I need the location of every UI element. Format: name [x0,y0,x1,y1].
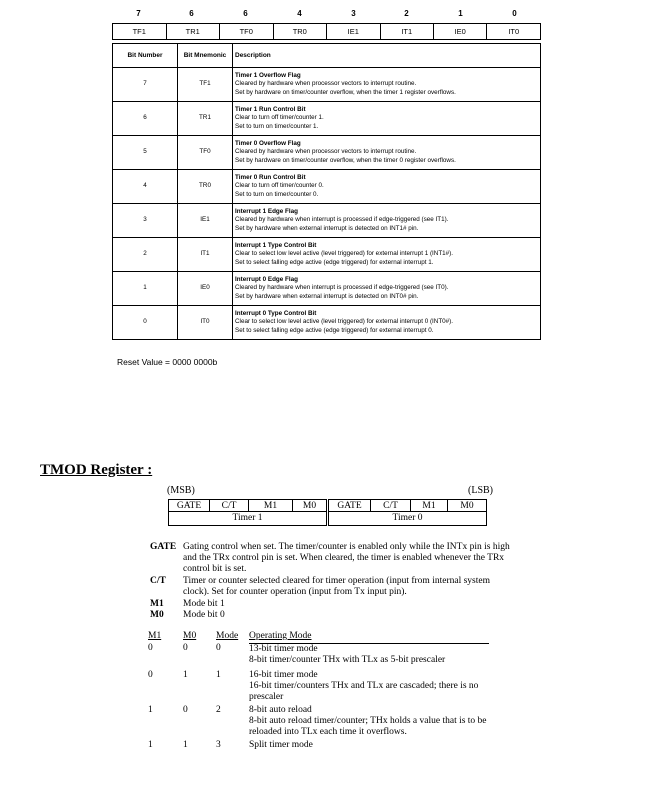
bit-cell: GATE [328,499,371,512]
definition-text: Timer or counter selected cleared for timer operation (input from internal system clock). Set for counter operation (input from Tx input pin). [183,576,490,597]
tmod-timer0-bits [328,499,487,512]
lsb-label: (LSB) [468,485,493,496]
table-row [113,68,541,102]
bit-number: 6 [189,9,194,18]
row-line: Cleared by hardware when interrupt is processed if edge-triggered (see IT0). [235,284,449,292]
row-line: Cleared by hardware when processor vectors to interrupt routine. [235,148,417,156]
row-mnemonic: IE0 [178,272,233,306]
row-title: Interrupt 0 Type Control Bit [235,309,317,317]
mode-number: 1 [216,669,221,680]
row-description [233,102,541,136]
definition-text: Mode bit 0 [183,610,225,620]
bit-number: 0 [512,9,517,18]
tcon-description-table [112,43,541,340]
tcon-bit-table [112,23,541,40]
mode-line: Split timer mode [249,739,313,750]
bit-name: TF1 [113,24,167,40]
mode-description [249,643,489,666]
row-mnemonic: TF0 [178,136,233,170]
mode-line: 16-bit timer mode [249,669,318,680]
reset-value: Reset Value = 0000 0000b [117,357,218,367]
tmod-timer1-bits [168,499,327,512]
row-bit: 5 [113,136,178,170]
row-line: Cleared by hardware when interrupt is processed if edge-triggered (see IT1). [235,216,449,224]
bit-cell: C/T [370,499,411,512]
header-description: Description [233,44,541,68]
bit-cell: M0 [292,499,327,512]
row-line: Clear to turn off timer/counter 1. [235,114,324,122]
row-title: Interrupt 1 Edge Flag [235,207,298,215]
mode-description [249,666,489,703]
bit-cell: GATE [168,499,210,512]
bit-number: 3 [351,9,356,18]
timer0-group: Timer 0 [328,512,487,526]
mode-m0: 0 [183,704,188,715]
row-mnemonic: IT0 [178,306,233,340]
row-line: Set to turn on timer/counter 0. [235,190,319,198]
row-description [233,136,541,170]
row-title: Interrupt 0 Edge Flag [235,275,298,283]
bit-name: TR1 [166,24,220,40]
row-bit: 3 [113,204,178,238]
row-bit: 2 [113,238,178,272]
row-bit: 6 [113,102,178,136]
bit-number: 6 [243,9,248,18]
header-bit-mnemonic: Bit Mnemonic [178,44,233,68]
table-row [113,170,541,204]
mode-description [249,703,489,738]
table-row [113,306,541,340]
row-title: Timer 0 Run Control Bit [235,173,306,181]
row-bit: 0 [113,306,178,340]
bit-number: 4 [297,9,302,18]
row-description [233,204,541,238]
definition-text: Mode bit 1 [183,599,225,609]
row-title: Interrupt 1 Type Control Bit [235,241,317,249]
col-m0: M0 [183,631,197,641]
row-title: Timer 1 Run Control Bit [235,105,306,113]
bit-number: 1 [458,9,463,18]
bit-name: IT0 [487,24,541,40]
mode-line: 16-bit timer/counters THx and TLx are cascaded; there is no prescaler [249,680,479,702]
row-line: Clear to select low level active (level triggered) for external interrupt 1 (INT1#). [235,250,454,258]
col-operating-mode: Operating Mode [249,631,312,641]
row-description [233,68,541,102]
mode-m1: 0 [148,669,153,680]
row-line: Clear to select low level active (level triggered) for external interrupt 0 (INT0#). [235,318,454,326]
bit-name: IE1 [327,24,380,40]
row-line: Set to select falling edge active (edge triggered) for external interrupt 1. [235,258,434,266]
definition-text: Gating control when set. The timer/counter is enabled only while the INTx pin is high and the TRx control pin is set. When cleared, the timer is enabled whenever the TRx control bit is set. [183,542,510,574]
definition-term: C/T [150,576,166,586]
row-bit: 7 [113,68,178,102]
mode-line: 13-bit timer mode [249,643,318,654]
table-row [148,666,489,703]
row-description [233,306,541,340]
mode-m1: 1 [148,704,153,715]
row-line: Set by hardware when external interrupt is detected on INT1# pin. [235,224,419,232]
mode-description [249,738,489,751]
row-mnemonic: IE1 [178,204,233,238]
definition-term: M0 [150,610,164,620]
mode-line: 8-bit auto reload [249,704,312,715]
row-bit: 1 [113,272,178,306]
tcon-bit-numbers [112,9,542,21]
row-line: Set by hardware on timer/counter overflow, when the timer 0 register overflows. [235,156,456,164]
bit-cell: M1 [410,499,448,512]
bit-name: TF0 [220,24,274,40]
table-row [148,643,489,666]
section-title: TMOD Register : [40,462,153,478]
row-line: Set by hardware on timer/counter overflow, when the timer 1 register overflows. [235,88,456,96]
row-title: Timer 0 Overflow Flag [235,139,301,147]
mode-number: 3 [216,739,221,750]
bit-number: 2 [404,9,409,18]
table-row [113,102,541,136]
bit-cell: M0 [447,499,487,512]
row-bit: 4 [113,170,178,204]
mode-number: 0 [216,643,221,653]
bit-name: IE0 [433,24,486,40]
row-line: Set to turn on timer/counter 1. [235,122,319,130]
bit-number: 7 [136,9,141,18]
mode-m0: 0 [183,643,188,653]
row-description [233,170,541,204]
row-description [233,238,541,272]
timer1-group: Timer 1 [168,512,327,526]
bit-cell: C/T [209,499,249,512]
col-mode: Mode [216,631,239,641]
msb-label: (MSB) [167,485,195,496]
definition-term: GATE [150,542,177,552]
table-row [113,238,541,272]
bit-name: TR0 [273,24,327,40]
mode-m1: 1 [148,739,153,750]
mode-m1: 0 [148,643,153,653]
row-mnemonic: TR1 [178,102,233,136]
table-row [148,738,489,751]
row-mnemonic: IT1 [178,238,233,272]
header-bit-number: Bit Number [113,44,178,68]
operating-modes-table [148,631,489,751]
mode-line: 8-bit auto reload timer/counter; THx holds a value that is to be reloaded into TLx each time it overflows. [249,715,487,737]
row-mnemonic: TF1 [178,68,233,102]
row-line: Set by hardware when external interrupt is detected on INT0# pin. [235,292,419,300]
row-line: Set to select falling edge active (edge triggered) for external interrupt 0. [235,326,434,334]
bit-cell: M1 [248,499,293,512]
definition-term: M1 [150,599,164,609]
row-mnemonic: TR0 [178,170,233,204]
table-row [148,703,489,738]
table-row [113,136,541,170]
table-row [113,204,541,238]
bit-name: IT1 [380,24,433,40]
row-description [233,272,541,306]
col-m1: M1 [148,631,162,641]
row-title: Timer 1 Overflow Flag [235,71,301,79]
row-line: Clear to turn off timer/counter 0. [235,182,324,190]
mode-number: 2 [216,704,221,715]
row-line: Cleared by hardware when processor vectors to interrupt routine. [235,80,417,88]
mode-m0: 1 [183,669,188,680]
table-row [113,272,541,306]
mode-line: 8-bit timer/counter THx with TLx as 5-bit prescaler [249,654,446,665]
mode-m0: 1 [183,739,188,750]
